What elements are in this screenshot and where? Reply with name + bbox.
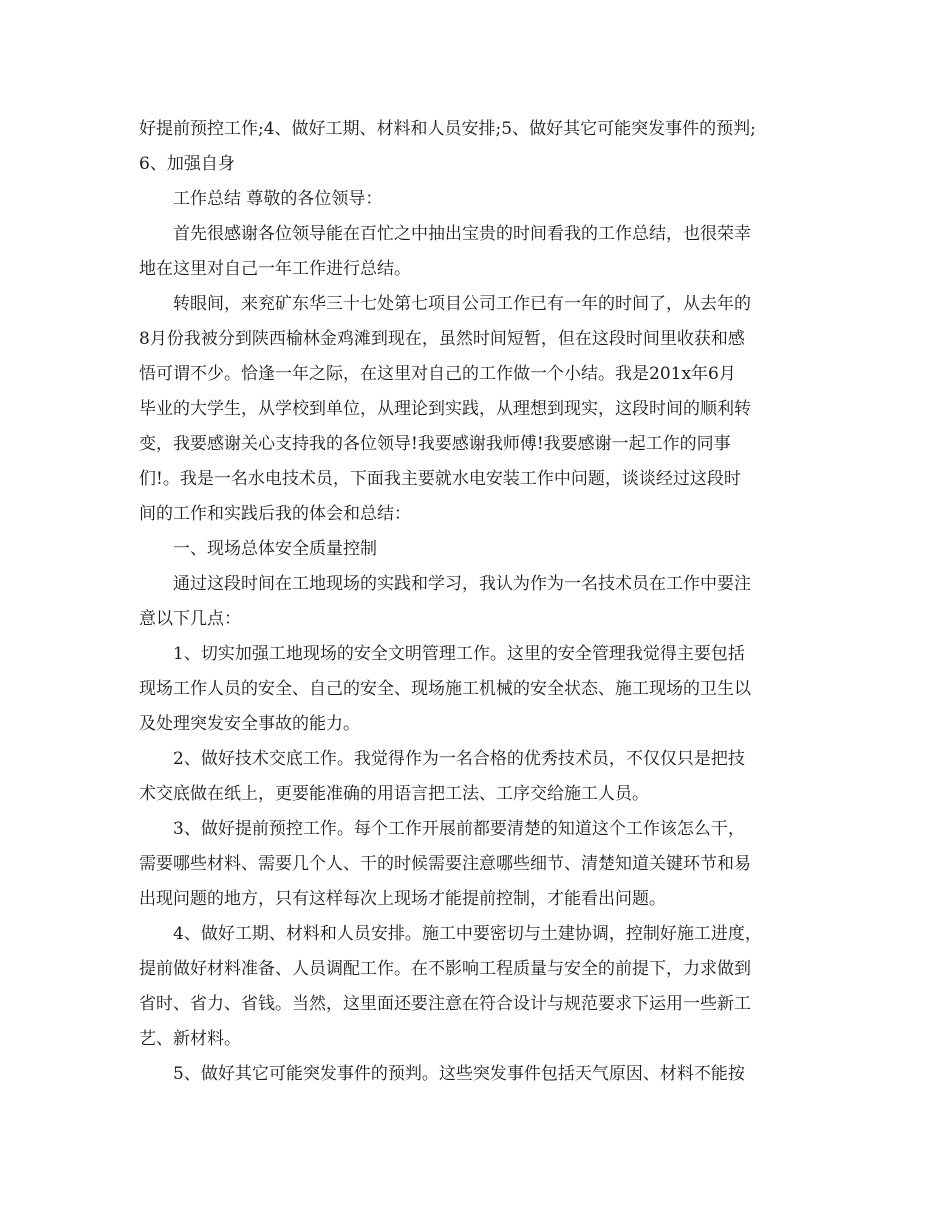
text-line: 及处理突发安全事故的能力。 [139, 714, 360, 734]
text-line: 间的工作和实践后我的体会和总结： [139, 504, 411, 524]
text-line: 工作总结 尊敬的各位领导： [173, 189, 383, 209]
text-line: 需要哪些材料、需要几个人、干的时候需要注意哪些细节、清楚知道关键环节和易 [139, 854, 751, 874]
text-line: 一、现场总体安全质量控制 [173, 539, 377, 559]
text-line: 1、切实加强工地现场的安全文明管理工作。这里的安全管理我觉得主要包括 [173, 644, 745, 664]
text-line: 4、做好工期、材料和人员安排。施工中要密切与土建协调，控制好施工进度， [173, 924, 762, 944]
text-line: 6、加强自身 [139, 154, 235, 174]
text-line: 3、做好提前预控工作。每个工作开展前都要清楚的知道这个工作该怎么干， [173, 819, 745, 839]
text-line: 变，我要感谢关心支持我的各位领导!我要感谢我师傅!我要感谢一起工作的同事 [139, 434, 731, 454]
text-line: 地在这里对自己一年工作进行总结。 [139, 259, 411, 279]
text-line: 8月份我被分到陕西榆林金鸡滩到现在，虽然时间短暂，但在这段时间里收获和感 [139, 329, 745, 349]
text-line: 悟可谓不少。恰逢一年之际，在这里对自己的工作做一个小结。我是201x年6月 [139, 364, 736, 384]
text-line: 艺、新材料。 [139, 1029, 241, 1049]
text-line: 提前做好材料准备、人员调配工作。在不影响工程质量与安全的前提下，力求做到 [139, 959, 751, 979]
text-line: 5、做好其它可能突发事件的预判。这些突发事件包括天气原因、材料不能按 [173, 1064, 745, 1084]
document-body [139, 112, 829, 1092]
text-line: 好提前预控工作;4、做好工期、材料和人员安排;5、做好其它可能突发事件的预判; [139, 119, 756, 139]
text-line: 转眼间，来兖矿东华三十七处第七项目公司工作已有一年的时间了，从去年的 [173, 294, 751, 314]
text-line: 2、做好技术交底工作。我觉得作为一名合格的优秀技术员，不仅仅只是把技 [173, 749, 745, 769]
text-line: 出现问题的地方，只有这样每次上现场才能提前控制，才能看出问题。 [139, 889, 666, 909]
text-line: 首先很感谢各位领导能在百忙之中抽出宝贵的时间看我的工作总结，也很荣幸 [173, 224, 751, 244]
text-line: 毕业的大学生，从学校到单位，从理论到实践，从理想到现实，这段时间的顺利转 [139, 399, 751, 419]
text-line: 们!。我是一名水电技术员，下面我主要就水电安装工作中问题，谈谈经过这段时 [139, 469, 741, 489]
text-line: 术交底做在纸上，更要能准确的用语言把工法、工序交给施工人员。 [139, 784, 649, 804]
text-line: 意以下几点： [139, 609, 241, 629]
text-line: 省时、省力、省钱。当然，这里面还要注意在符合设计与规范要求下运用一些新工 [139, 994, 751, 1014]
text-line: 通过这段时间在工地现场的实践和学习，我认为作为一名技术员在工作中要注 [173, 574, 751, 594]
text-line: 现场工作人员的安全、自己的安全、现场施工机械的安全状态、施工现场的卫生以 [139, 679, 751, 699]
